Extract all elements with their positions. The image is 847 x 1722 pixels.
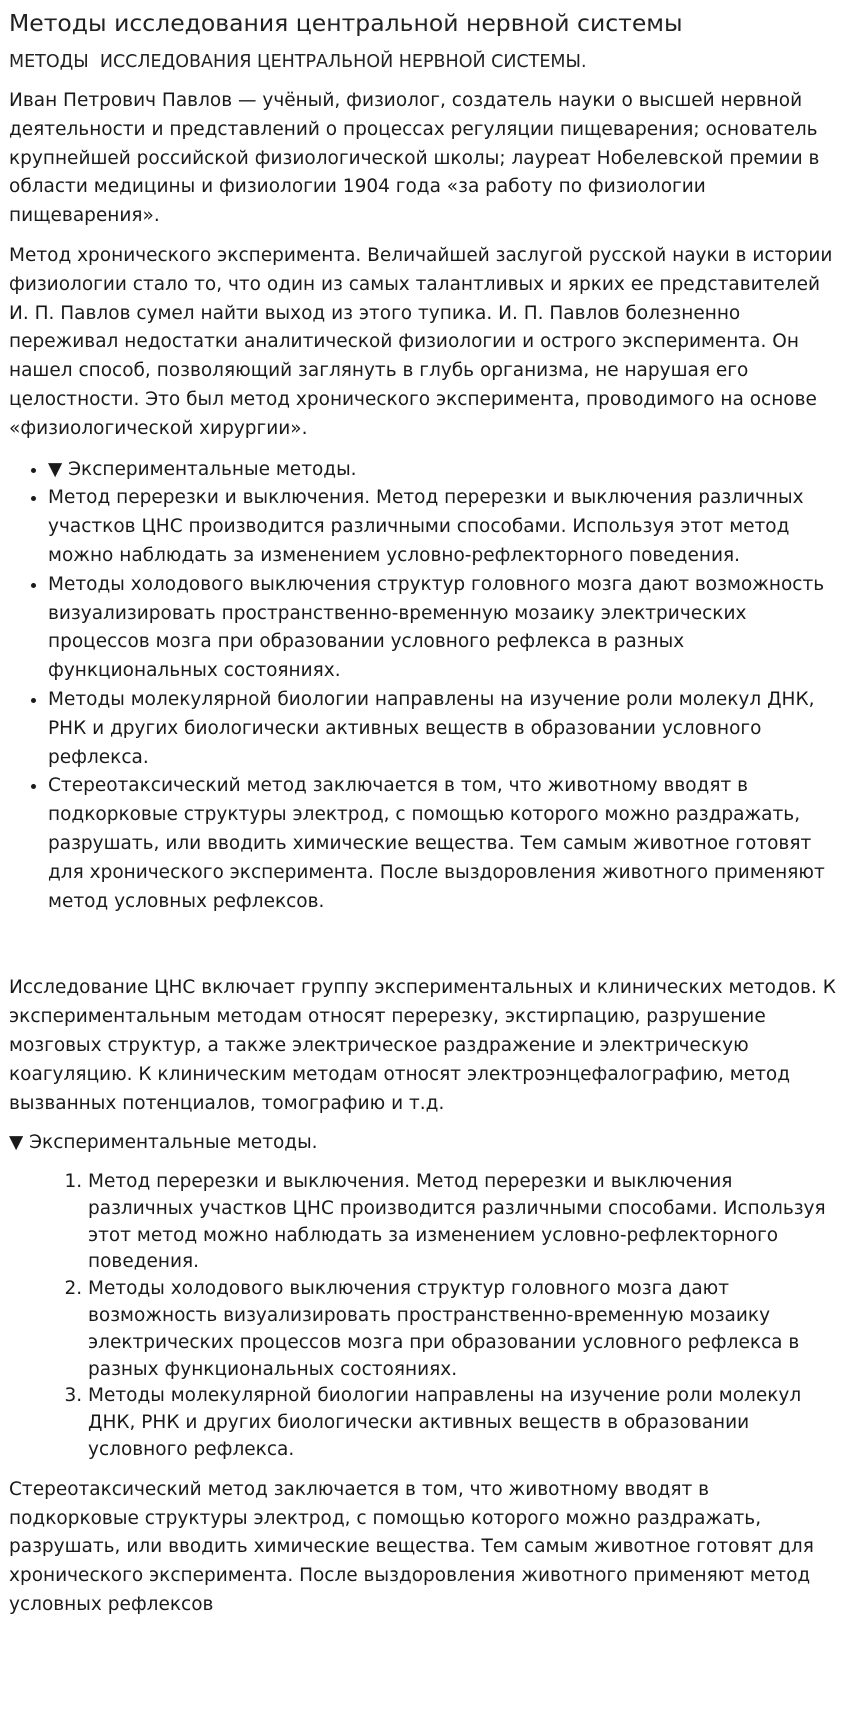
stereotaxic-paragraph: Стереотаксический метод заключается в том, что животному вводят в подкорковые структуры электрод, с помощью которого можно раздражать, разрушать, или вводить химические вещества. Тем самым животное готовят для хронического эксперимента. После выздоровления животного применяют метод условных рефлексов (9, 1478, 814, 1616)
list-item: • Методы холодового выключения структур головного мозга дают возможность визуализировать пространственно-временную мозаику электрических процессов мозга при образовании условного рефлекса в разных функциональных состояниях. (48, 571, 839, 686)
list-item: 1. Метод перерезки и выключения. Метод перерезки и выключения различных участков ЦНС производится различными способами. Используя этот метод можно наблюдать за изменением условно-рефлекторного поведения. (88, 1169, 839, 1276)
methods-numbered-list (9, 1169, 839, 1464)
chronic-experiment-paragraph: Метод хронического эксперимента. Величайшей заслугой русской науки в истории физиологии стало то, что один из самых талантливых и ярких ее представителей И. П. Павлов сумел найти выход из этого тупика. И. П. Павлов болезненно переживал недостатки аналитической физиологии и острого эксперимента. Он нашел способ, позволяющий заглянуть в глубь организма, не нарушая его целостности. Это был метод хронического эксперимента, проводимого на основе «физиологической хирургии». (9, 244, 833, 439)
experimental-methods-heading: ▼ Экспериментальные методы. (9, 1132, 318, 1154)
cns-methods-paragraph: Исследование ЦНС включает группу экспериментальных и клинических методов. К экспериментальным методам относят перерезку, экстирпацию, разрушение мозговых структур, а также электрическое раздражение и электрическую коагуляцию. К клиническим методам относят электроэнцефалографию, метод вызванных потенциалов, томографию и т.д. (9, 977, 836, 1114)
list-item: • Метод перерезки и выключения. Метод перерезки и выключения различных участков ЦНС производится различными способами. Используя этот метод можно наблюдать за изменением условно-рефлекторного поведения. (48, 484, 839, 570)
list-item: • Методы молекулярной биологии направлены на изучение роли молекул ДНК, РНК и других биологически активных веществ в образовании условного рефлекса. (48, 686, 839, 772)
list-item: 2. Методы холодового выключения структур головного мозга дают возможность визуализировать пространственно-временную мозаику электрических процессов мозга при образовании условного рефлекса в разных функциональных состояниях. (88, 1276, 839, 1383)
page-subtitle: МЕТОДЫ ИССЛЕДОВАНИЯ ЦЕНТРАЛЬНОЙ НЕРВНОЙ СИСТЕМЫ. (9, 52, 587, 72)
list-item: • Стереотаксический метод заключается в том, что животному вводят в подкорковые структуры электрод, с помощью которого можно раздражать, разрушать, или вводить химические вещества. Тем самым животное готовят для хронического эксперимента. После выздоровления животного применяют метод условных рефлексов. (48, 772, 839, 916)
list-item: • ▼ Экспериментальные методы. (48, 456, 839, 485)
page-title: Методы исследования центральной нервной системы (9, 9, 683, 37)
methods-bullet-list (9, 456, 839, 917)
list-item: 3. Методы молекулярной биологии направлены на изучение роли молекул ДНК, РНК и других биологически активных веществ в образовании условного рефлекса. (88, 1383, 839, 1463)
intro-paragraph: Иван Петрович Павлов — учёный, физиолог, создатель науки о высшей нервной деятельности и представлений о процессах регуляции пищеварения; основатель крупнейшей российской физиологической школы; лауреат Нобелевской премии в области медицины и физиологии 1904 года «за работу по физиологии пищеварения». (9, 90, 820, 227)
